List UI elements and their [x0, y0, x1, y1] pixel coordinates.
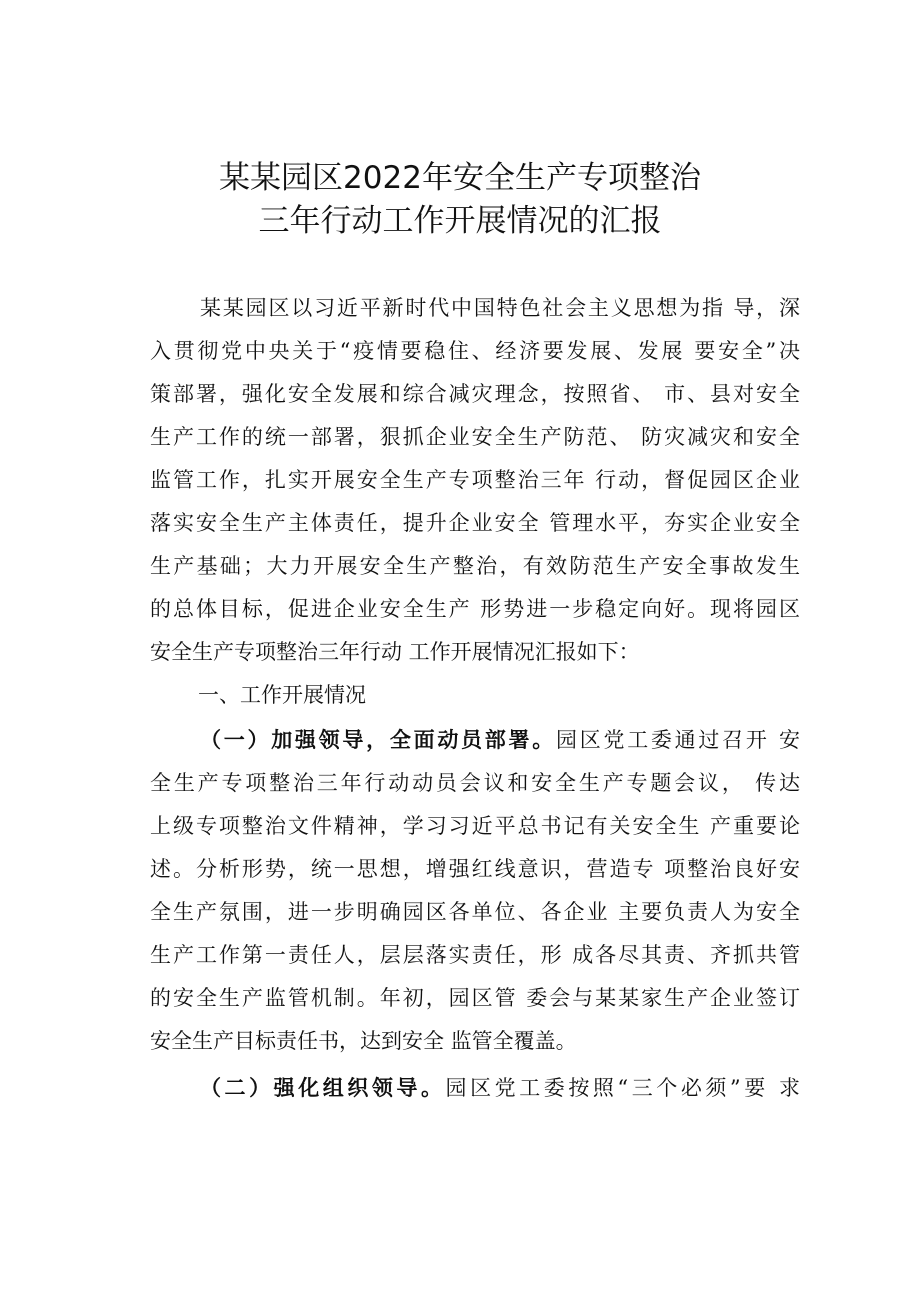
intro-line: 某某园区以习近平新时代中国特色社会主义思想为指 导，深	[200, 296, 800, 320]
sub1-line: 的安全生产监管机制。年初，园区管 委会与某某家生产企业签订	[150, 986, 800, 1010]
sub1-line: 述。分析形势，统一思想，增强红线意识，营造专 项整治良好安	[150, 857, 800, 881]
sub1-line: 安全生产目标责任书，达到安全 监管全覆盖。	[150, 1029, 577, 1053]
sub2-first-line-rest: 园区党工委按照“三个必须”要 求	[445, 1076, 800, 1100]
sub1-line: 上级专项整治文件精神，学习习近平总书记有关安全生 产重要论	[150, 814, 800, 838]
intro-line: 生产基础；大力开展安全生产整治，有效防范生产安全事故发生	[150, 554, 800, 578]
intro-line: 策部署，强化安全发展和综合减灾理念，按照省、 市、县对安全	[150, 382, 800, 406]
sub2-first-line	[200, 1073, 800, 1103]
sub1-first-line	[200, 725, 800, 755]
intro-line: 的总体目标，促进企业安全生产 形势进一步稳定向好。现将园区	[150, 597, 800, 621]
sub1-line: 全生产专项整治三年行动动员会议和安全生产专题会议， 传达	[150, 771, 800, 795]
intro-line: 入贯彻党中央关于“疫情要稳住、经济要发展、发展 要安全”决	[150, 339, 800, 363]
intro-line: 生产工作的统一部署，狠抓企业安全生产防范、 防灾减灾和安全	[150, 425, 800, 449]
section-heading: 一、工作开展情况	[198, 683, 366, 707]
intro-line: 落实安全生产主体责任，提升企业安全 管理水平，夯实企业安全	[150, 511, 800, 535]
sub1-first-line-rest: 园区党工委通过召开 安	[556, 728, 800, 752]
sub1-line: 全生产氛围，进一步明确园区各单位、各企业 主要负责人为安全	[150, 900, 800, 924]
intro-line: 安全生产专项整治三年行动 工作开展情况汇报如下：	[150, 640, 640, 664]
intro-line: 监管工作，扎实开展安全生产专项整治三年 行动，督促园区企业	[150, 468, 800, 492]
title-line-2: 三年行动工作开展情况的汇报	[258, 203, 662, 239]
sub1-line: 生产工作第一责任人，层层落实责任，形 成各尽其责、齐抓共管	[150, 943, 800, 967]
sub2-lead: （二）强化组织领导。	[200, 1076, 446, 1100]
sub1-lead: （一）加强领导，全面动员部署。	[200, 728, 556, 752]
title-line-1: 某某园区2022年安全生产专项整治	[219, 160, 701, 196]
